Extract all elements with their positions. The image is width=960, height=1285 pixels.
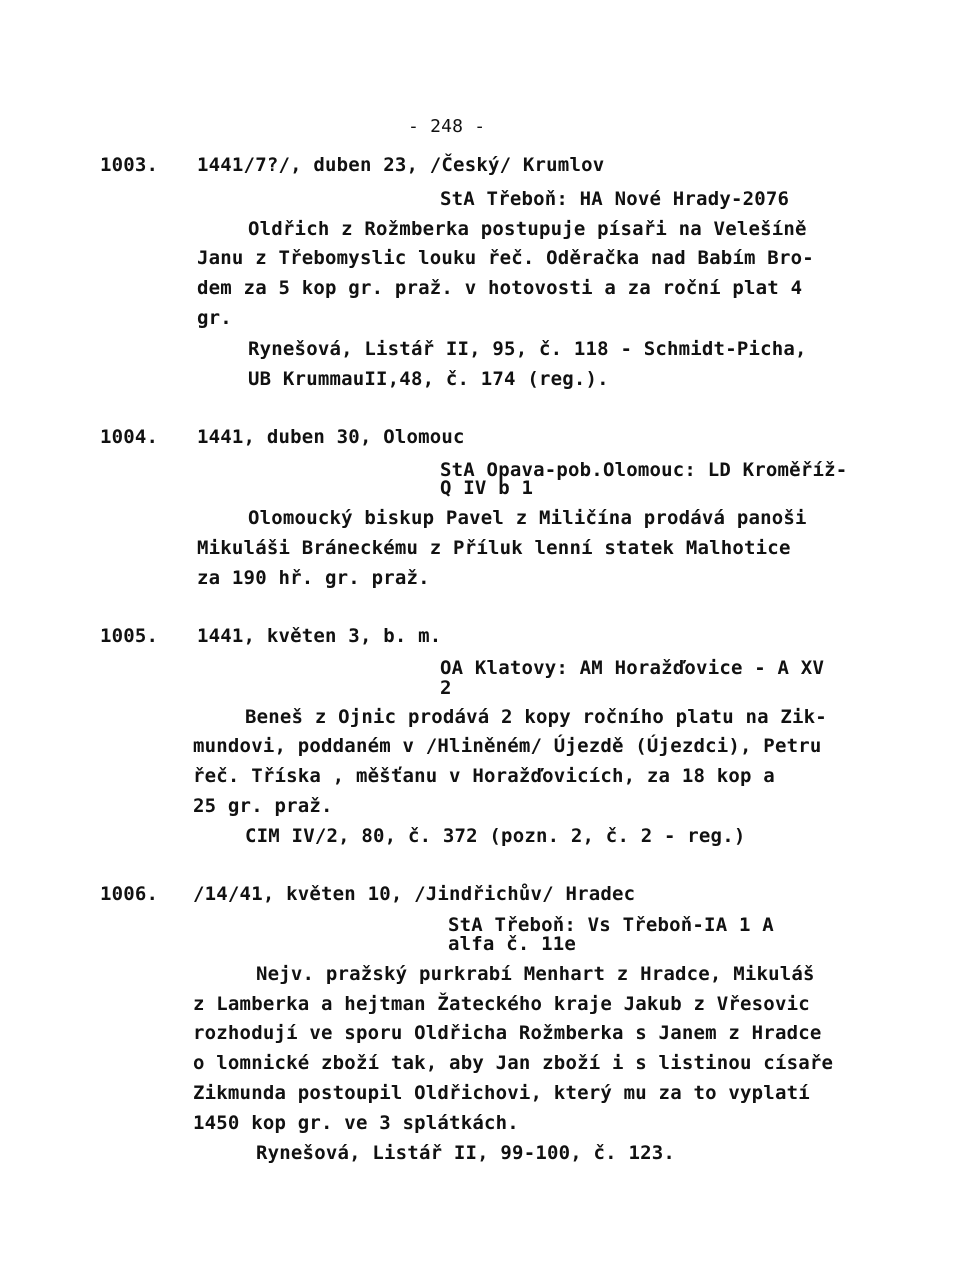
archive-line: Q IV b 1 [440, 477, 534, 499]
entry-number: 1005. [100, 625, 159, 647]
reference-line: UB KrummauII,48, č. 174 (reg.). [248, 368, 609, 390]
entry-number: 1003. [100, 154, 159, 176]
body-line: Nejv. pražský purkrabí Menhart z Hradce, Mikuláš [256, 963, 815, 985]
reference-line: Rynešová, Listář II, 99-100, č. 123. [256, 1142, 676, 1164]
reference-line: Rynešová, Listář II, 95, č. 118 - Schmidt-Picha, [248, 338, 807, 360]
body-line: o lomnické zboží tak, aby Jan zboží i s listinou císaře [193, 1052, 834, 1074]
archive-line: alfa č. 11e [448, 933, 577, 955]
body-line: mundovi, poddaném v /Hliněném/ Újezdě (Újezdci), Petru [193, 735, 822, 757]
body-line: Oldřich z Rožmberka postupuje písaři na Velešíně [248, 218, 807, 240]
body-line: Mikuláši Bráneckému z Příluk lenní statek Malhotice [197, 537, 791, 559]
body-line: Beneš z Ojnic prodává 2 kopy ročního platu na Zik- [245, 706, 827, 728]
body-line: Zikmunda postoupil Oldřichovi, který mu za to vyplatí [193, 1082, 810, 1104]
body-line: gr. [197, 307, 232, 329]
body-line: 1450 kop gr. ve 3 splátkách. [193, 1112, 519, 1134]
reference-line: CIM IV/2, 80, č. 372 (pozn. 2, č. 2 - reg.) [245, 825, 746, 847]
entry-number: 1006. [100, 883, 159, 905]
archive-line: StA Třeboň: HA Nové Hrady-2076 [440, 188, 790, 210]
entry-header: 1441/7?/, duben 23, /Český/ Krumlov [197, 154, 605, 176]
entry-header: 1441, duben 30, Olomouc [197, 426, 465, 448]
entry-header: 1441, květen 3, b. m. [197, 625, 442, 647]
entry-header: /14/41, květen 10, /Jindřichův/ Hradec [193, 883, 636, 905]
page-number: - 248 - [408, 116, 486, 137]
body-line: z Lamberka a hejtman Žateckého kraje Jakub z Vřesovic [193, 993, 810, 1015]
body-line: řeč. Tříska , měšťanu v Horažďovicích, za 18 kop a [193, 765, 775, 787]
body-line: 25 gr. praž. [193, 795, 333, 817]
body-line: Janu z Třebomyslic louku řeč. Oděračka nad Babím Bro- [197, 247, 814, 269]
archive-line: OA Klatovy: AM Horažďovice - A XV [440, 657, 825, 679]
archive-line: 2 [440, 677, 452, 699]
archive-line: StA Třeboň: Vs Třeboň-IA 1 A [448, 914, 774, 936]
body-line: za 190 hř. gr. praž. [197, 567, 430, 589]
archive-line: StA Opava-pob.Olomouc: LD Kroměříž- [440, 459, 848, 481]
entry-number: 1004. [100, 426, 159, 448]
body-line: dem za 5 kop gr. praž. v hotovosti a za roční plat 4 [197, 277, 803, 299]
body-line: Olomoucký biskup Pavel z Miličína prodává panoši [248, 507, 807, 529]
body-line: rozhodují ve sporu Oldřicha Rožmberka s Janem z Hradce [193, 1022, 822, 1044]
